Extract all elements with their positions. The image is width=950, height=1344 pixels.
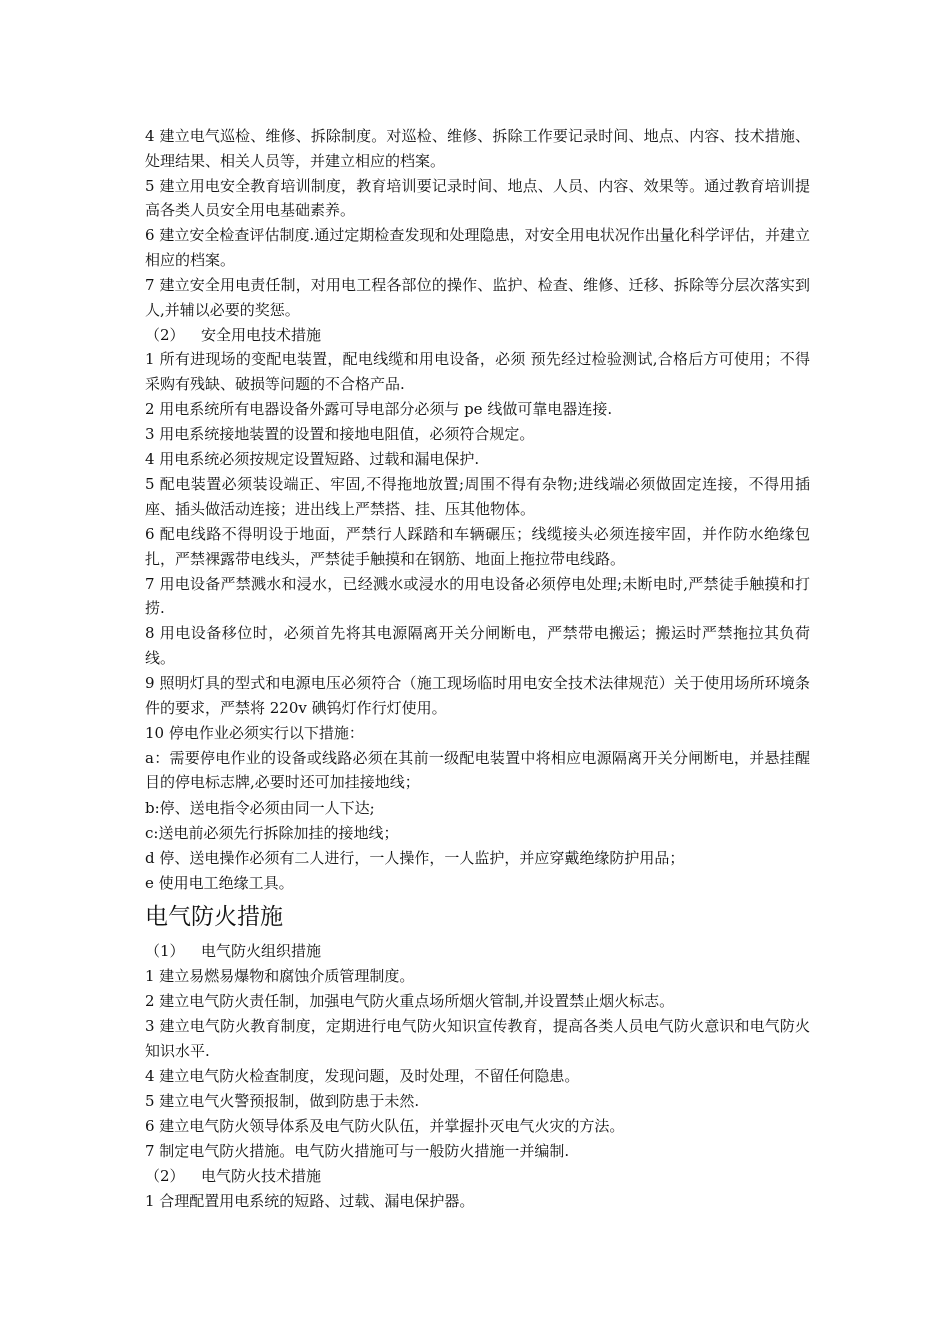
subsection-label: 电气防火技术措施 bbox=[201, 1167, 322, 1186]
paragraph: 4 建立电气巡检、维修、拆除制度。对巡检、维修、拆除工作要记录时间、地点、内容、技术措施、处理结果、相关人员等，并建立相应的档案。 bbox=[145, 127, 810, 170]
paragraph: 4 用电系统必须按规定设置短路、过载和漏电保护. bbox=[145, 450, 480, 469]
document-page bbox=[145, 124, 810, 1214]
paragraph: 2 用电系统所有电器设备外露可导电部分必须与 pe 线做可靠电器连接. bbox=[145, 400, 613, 419]
subsection-title bbox=[145, 323, 810, 348]
paragraph: c:送电前必须先行拆除加挂的接地线； bbox=[145, 823, 399, 842]
subsection-title bbox=[145, 1164, 810, 1189]
section-heading: 电气防火措施 bbox=[145, 904, 283, 931]
subsection-number: （2） bbox=[145, 325, 185, 344]
paragraph: 2 建立电气防火责任制，加强电气防火重点场所烟火管制,并设置禁止烟火标志。 bbox=[145, 992, 675, 1011]
paragraph: 10 停电作业必须实行以下措施： bbox=[145, 723, 364, 742]
subsection-number: （1） bbox=[145, 942, 185, 961]
paragraph: 1 合理配置用电系统的短路、过载、漏电保护器。 bbox=[145, 1191, 475, 1210]
subsection-label: 安全用电技术措施 bbox=[201, 325, 322, 344]
paragraph: 7 用电设备严禁溅水和浸水，已经溅水或浸水的用电设备必须停电处理;未断电时,严禁徒手触摸和打捞. bbox=[145, 574, 810, 618]
paragraph: 1 建立易燃易爆物和腐蚀介质管理制度。 bbox=[145, 967, 415, 985]
paragraph: 4 建立电气防火检查制度，发现问题，及时处理，不留任何隐患。 bbox=[145, 1066, 580, 1085]
paragraph: d 停、送电操作必须有二人进行，一人操作，一人监护，并应穿戴绝缘防护用品； bbox=[145, 848, 685, 867]
paragraph: 5 建立用电安全教育培训制度，教育培训要记录时间、地点、人员、内容、效果等。通过教育培训提高各类人员安全用电基础素养。 bbox=[145, 176, 810, 220]
paragraph: 3 用电系统接地装置的设置和接地电阻值，必须符合规定。 bbox=[145, 425, 535, 444]
paragraph: e 使用电工绝缘工具。 bbox=[145, 873, 294, 892]
paragraph: 7 制定电气防火措施。电气防火措施可与一般防火措施一并编制. bbox=[145, 1142, 570, 1161]
paragraph: 1 所有进现场的变配电装置，配电线缆和用电设备，必须 预先经过检验测试,合格后方可使用；不得采购有残缺、破损等问题的不合格产品. bbox=[145, 350, 810, 393]
paragraph: 6 建立安全检查评估制度.通过定期检查发现和处理隐患，对安全用电状况作出量化科学评估，并建立相应的档案。 bbox=[145, 226, 810, 269]
paragraph: 3 建立电气防火教育制度，定期进行电气防火知识宣传教育，提高各类人员电气防火意识和电气防火知识水平. bbox=[145, 1017, 810, 1060]
subsection-number: （2） bbox=[145, 1167, 185, 1186]
paragraph: 6 建立电气防火领导体系及电气防火队伍，并掌握扑灭电气火灾的方法。 bbox=[145, 1117, 625, 1136]
subsection-label: 电气防火组织措施 bbox=[201, 942, 322, 961]
paragraph: 5 配电装置必须装设端正、牢固,不得拖地放置;周围不得有杂物;进线端必须做固定连接，不得用插座、插头做活动连接；进出线上严禁搭、挂、压其他物体。 bbox=[145, 475, 810, 518]
subsection-title bbox=[145, 939, 810, 964]
paragraph: 6 配电线路不得明设于地面，严禁行人踩踏和车辆碾压；线缆接头必须连接牢固，并作防水绝缘包扎，严禁裸露带电线头，严禁徒手触摸和在钢筋、地面上拖拉带电线路。 bbox=[145, 525, 810, 568]
paragraph: 8 用电设备移位时，必须首先将其电源隔离开关分闸断电，严禁带电搬运；搬运时严禁拖拉其负荷线。 bbox=[145, 624, 810, 667]
paragraph: 9 照明灯具的型式和电源电压必须符合（施工现场临时用电安全技术法律规范）关于使用场所环境条件的要求，严禁将 220v 碘钨灯作行灯使用。 bbox=[145, 674, 810, 717]
paragraph: a：需要停电作业的设备或线路必须在其前一级配电装置中将相应电源隔离开关分闸断电，并悬挂醒目的停电标志牌,必要时还可加挂接地线； bbox=[145, 748, 810, 792]
paragraph: 7 建立安全用电责任制，对用电工程各部位的操作、监护、检查、维修、迁移、拆除等分层次落实到人,并辅以必要的奖惩。 bbox=[145, 276, 810, 319]
paragraph: b:停、送电指令必须由同一人下达; bbox=[145, 798, 375, 817]
paragraph: 5 建立电气火警预报制，做到防患于未然. bbox=[145, 1091, 420, 1110]
